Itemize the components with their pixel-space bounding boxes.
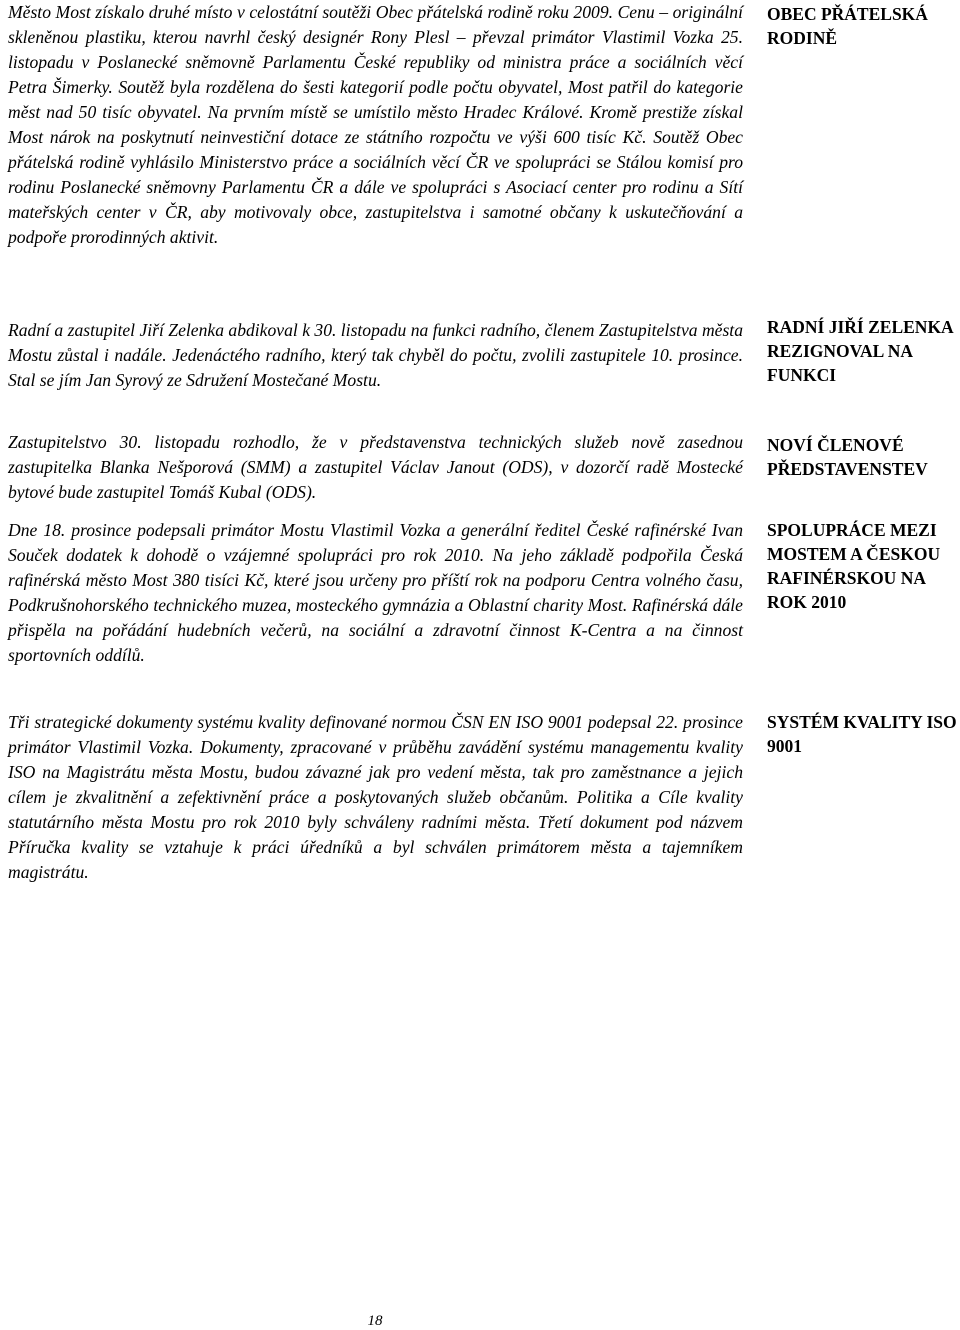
- paragraph-novi-clenove: Zastupitelstvo 30. listopadu rozhodlo, že v představenstva technických služeb nově zasednou zastupitelka Blanka Nešporová (SMM) a zastupitel Václav Janout (ODS), v dozorčí radě Mostecké bytové bude zastupitel Tomáš Kubal (ODS).: [8, 432, 743, 502]
- side-heading-radni-zelenka: RADNÍ JIŘÍ ZELENKA REZIGNOVAL NA FUNKCI: [767, 317, 953, 385]
- paragraph-radni-zelenka: Radní a zastupitel Jiří Zelenka abdikoval k 30. listopadu na funkci radního, členem Zastupitelstva města Mostu zůstal i nadále. Jedenáctého radního, který tak chyběl do počtu, zvolili zastupitele 10. prosince. Stal se jím Jan Syrový ze Sdružení Mostečané Mostu.: [8, 320, 743, 390]
- side-heading-novi-clenove: NOVÍ ČLENOVÉ PŘEDSTAVENSTEV: [767, 435, 928, 479]
- paragraph-spoluprace-rafinerska: Dne 18. prosince podepsali primátor Mostu Vlastimil Vozka a generální ředitel České rafinérské Ivan Souček dodatek k dohodě o vzájemné spolupráci pro rok 2010. Na jeho základě podpořila Česká rafinérská město Most 380 tisíci Kč, které jsou určeny pro příští rok na podporu Centra volného času, Podkrušnohorského technického muzea, mosteckého gymnázia a Oblastní charity Most. Rafinérská dále přispěla na pořádání hudebních večerů, na sociální a zdravotní činnost K-Centra a na činnost sportovních oddílů.: [8, 520, 743, 665]
- side-heading-system-kvality: SYSTÉM KVALITY ISO 9001: [767, 712, 957, 756]
- side-heading-obec-pratelska: OBEC PŘÁTELSKÁ RODINĚ: [767, 4, 928, 48]
- side-heading-spoluprace: SPOLUPRÁCE MEZI MOSTEM A ČESKOU RAFINÉRSKOU NA ROK 2010: [767, 520, 941, 612]
- paragraph-obec-pratelska: Město Most získalo druhé místo v celostátní soutěži Obec přátelská rodině roku 2009. Cenu – originální skleněnou plastiku, kterou navrhl český designér Rony Plesl – převzal primátor Vlastimil Vozka 25. listopadu v Poslanecké sněmovně Parlamentu České republiky od ministra práce a sociálních věcí Petra Šimerky. Soutěž byla rozdělena do šesti kategorií podle počtu obyvatel, Most patřil do kategorie měst nad 50 tisíc obyvatel. Na prvním místě se umístilo město Hradec Králové. Kromě prestiže získal Most nárok na poskytnutí neinvestiční dotace ze státního rozpočtu ve výši 600 tisíc Kč. Soutěž Obec přátelská rodině vyhlásilo Ministerstvo práce a sociálních věcí ČR ve spolupráci se Stálou komisí pro rodinu Poslanecké sněmovny Parlamentu ČR a dále ve spolupráci s Asociací center pro rodinu a Sítí mateřských center v ČR, aby motivovaly obce, zastupitelstva i samotné občany k uskutečňování a podpoře prorodinných aktivit.: [8, 2, 743, 247]
- page-number: 18: [367, 1313, 383, 1329]
- paragraph-system-kvality: Tři strategické dokumenty systému kvality definované normou ČSN EN ISO 9001 podepsal 22. prosince primátor Vlastimil Vozka. Dokumenty, zpracované v průběhu zavádění systému managementu kvality ISO na Magistrátu města Mostu, budou závazné jak pro vedení města, tak pro zaměstnance a jejich cílem je zkvalitnění a zefektivnění práce a poskytovaných služeb občanům. Politika a Cíle kvality statutárního města Mostu pro rok 2010 byly schváleny radními města. Třetí dokument pod názvem Příručka kvality se vztahuje k práci úředníků a byl schválen primátorem města a tajemníkem magistrátu.: [8, 712, 743, 882]
